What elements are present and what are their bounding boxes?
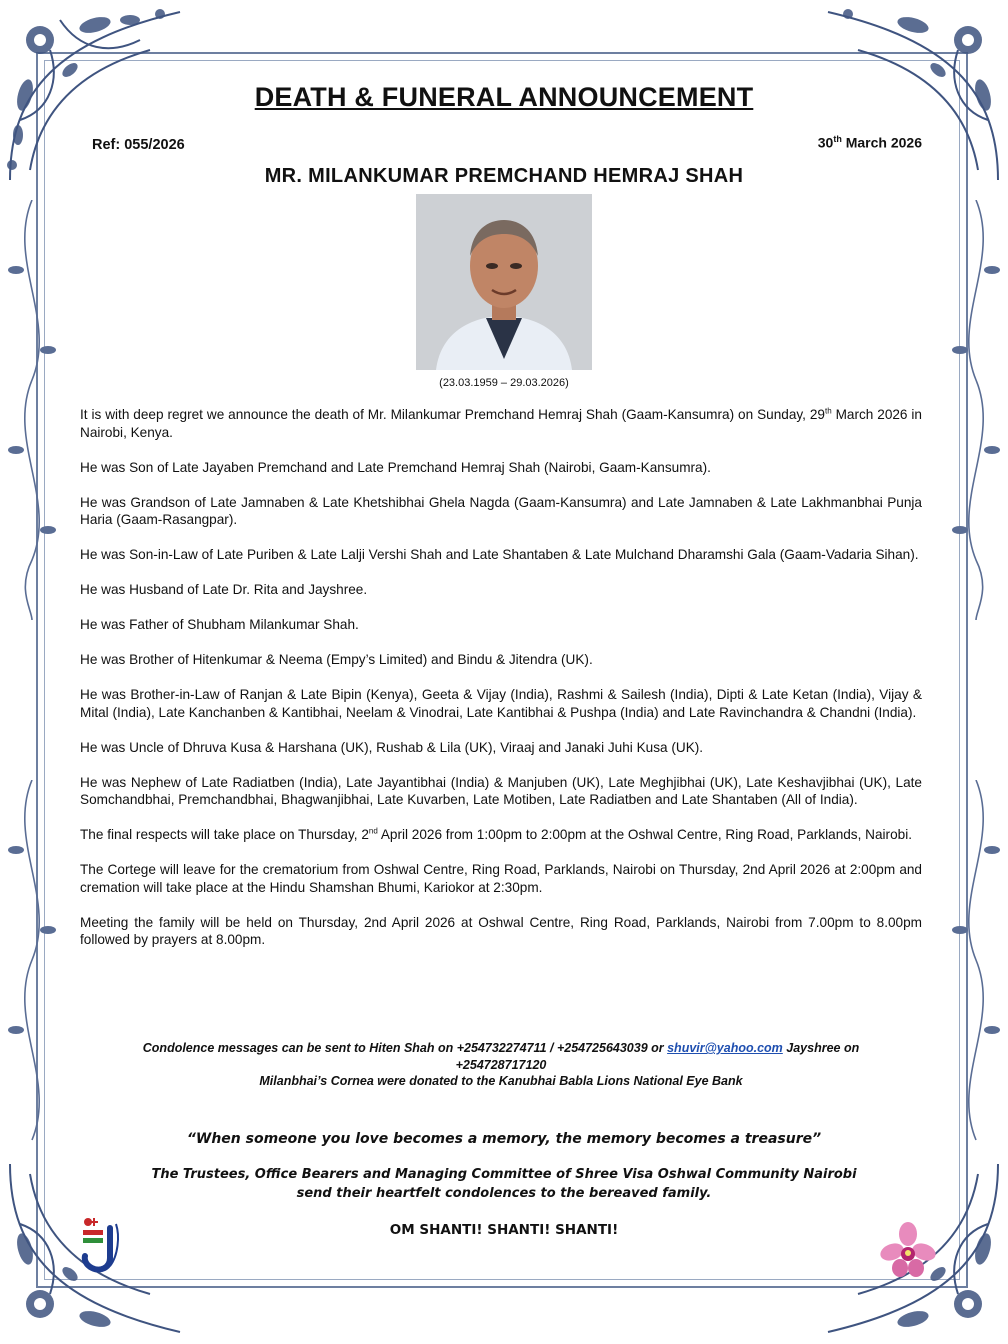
condolence-info [80,1040,922,1090]
condolence-contacts: Condolence messages can be sent to Hiten Shah on +254732274711 / +254725643039 or shuvir@yahoo.com Jayshree on [142,1041,860,1055]
paragraph-uncles-aunts: He was Nephew of Late Radiatben (India), Late Jayantibhai (India) & Manjuben (UK), Late Meghjibhai (UK), Late Keshavjibhai (UK), Late Somchandbhai, Premchandbhai, Bhagwanjibhai, Late Kuvarben, Late Motiben, Late Radiatben and Late Shantaben (All of India). [80,774,922,807]
trustees-line: send their heartfelt condolences to the bereaved family. [296,1186,712,1201]
lifespan-dates: (23.03.1959 – 29.03.2026) [439,377,569,389]
paragraph-family-meeting: Meeting the family will be held on Thursday, 2nd April 2026 at Oshwal Centre, Ring Road, Parklands, Nairobi from 7.00pm to 8.00pm followed by prayers at 8.00pm. [80,914,922,947]
paragraph-parents: He was Son of Late Jayaben Premchand and Late Premchand Hemraj Shah (Nairobi, Gaam-Kansumra). [80,459,711,475]
trustees-message [0,1165,1008,1203]
paragraph-siblings: He was Brother of Hitenkumar & Neema (Empy’s Limited) and Bindu & Jitendra (UK). [80,652,593,667]
trustees-line: The Trustees, Office Bearers and Managing Committee of Shree Visa Oshwal Community Nairobi [151,1167,857,1182]
om-shanti: OM SHANTI! SHANTI! SHANTI! [389,1222,619,1238]
paragraph-death-notice: It is with deep regret we announce the death of Mr. Milankumar Premchand Hemraj Shah (Gaam-Kansumra) on Sunday, 29th March 2026 in Nairobi, Kenya. [80,406,922,440]
memorial-quote: “When someone you love becomes a memory, the memory becomes a treasure” [186,1131,822,1147]
vine-ornament-icon [2,200,62,620]
vine-ornament-icon [946,200,1006,620]
paragraph-in-laws: He was Son-in-Law of Late Puriben & Late Lalji Vershi Shah and Late Shantaben & Late Mulchand Dharamshi Gala (Gaam-Vadaria Sihan). [80,547,919,562]
paragraph-cortege: The Cortege will leave for the crematorium from Oshwal Centre, Ring Road, Parklands, Nairobi on Thursday, 2nd April 2026 at 2:00pm and cremation will take place at the Hindu Shamshan Bhumi, Kariokor at 2:30pm. [80,862,922,895]
deceased-name: MR. MILANKUMAR PREMCHAND HEMRAJ SHAH [264,165,744,187]
condolence-phone: +254728717120 [455,1057,547,1072]
reference-number: Ref: 055/2026 [92,137,185,153]
announcement-date: 30th March 2026 [817,134,922,151]
paragraph-siblings-in-law: He was Brother-in-Law of Ranjan & Late Bipin (Kenya), Geeta & Vijay (India), Rashmi & Sailesh (India), Dipti & Late Ketan (India), Vijay & Mital (India), Late Kanchanben & Kantibhai, Neelam & Vinodrai, Late Kantibhai & Pushpa (India) and Late Ravinchandra & Chandni (India). [80,687,922,720]
paragraph-grandparents: He was Grandson of Late Jamnaben & Late Khetshibhai Ghela Nagda (Gaam-Kansumra) and Late Jamnaben & Late Lakhmanbhai Punja Haria (Gaam-Rasangpar). [80,494,922,527]
paragraph-children: He was Father of Shubham Milankumar Shah. [80,617,359,632]
cornea-donation-note: Milanbhai’s Cornea were donated to the Kanubhai Babla Lions National Eye Bank [259,1074,743,1088]
community-logo-icon [80,1216,122,1274]
paragraph-nephews-nieces: He was Uncle of Dhruva Kusa & Harshana (UK), Rushab & Lila (UK), Viraaj and Janaki Juhi Kusa (UK). [80,739,704,755]
announcement-body [80,406,922,966]
email-link[interactable]: shuvir@yahoo.com [667,1041,783,1055]
page-title: DEATH & FUNERAL ANNOUNCEMENT [254,82,754,112]
paragraph-final-respects: The final respects will take place on Thursday, 2nd April 2026 from 1:00pm to 2:00pm at the Oshwal Centre, Ring Road, Parklands, Nairobi. [80,826,913,842]
paragraph-spouse: He was Husband of Late Dr. Rita and Jayshree. [80,582,368,597]
orchid-flower-icon [880,1222,936,1278]
portrait-photo [416,194,592,370]
